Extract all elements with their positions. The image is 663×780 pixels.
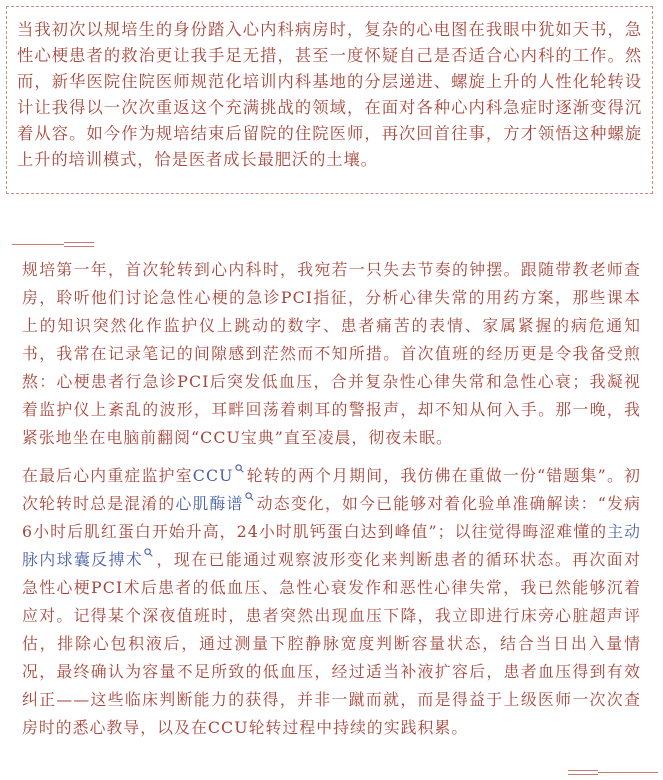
paragraph-first-year: 规培第一年，首次轮转到心内科时，我宛若一只失去节奏的钟摆。跟随带教老师查房，聆听他们讨论急性心梗的急诊PCI指征，分析心律失常的用药方案，那些课本上的知识突然化作监护仪上跳动的数字、患者痛苦的表情、家属紧握的病危通知书，我常在记录笔记的间隙感到茫然而不知所措。首次值班的经历更是令我备受煎熬：心梗患者行急诊PCI后突发低血压，合并复杂性心律失常和急性心衰；我凝视着监护仪上紊乱的波形，耳畔回荡着刺耳的警报声，却不知从何入手。那一晚，我紧张地坐在电脑前翻阅“CCU宝典”直至凌晨，彻夜未眠。: [22, 260, 641, 447]
paragraph-text: 轮转的两个月期间，我仿佛在重做一份“错题集”。初次轮转时总是混淆的: [22, 466, 641, 513]
search-icon[interactable]: [235, 464, 244, 473]
paragraph-ccu-rotation: [22, 462, 641, 742]
section-divider-bottom: [568, 766, 658, 778]
keyword-link-cardiac-enzymes[interactable]: 心肌酶谱: [175, 494, 244, 513]
paragraph-text: ，现在已能通过观察波形变化来判断患者的循环状态。再次面对急性心梗PCI术后患者的低血压、急性心衰发作和恶性心律失常，我已然能够沉着应对。记得某个深夜值班时，患者突然出现血压下降，我立即进行床旁心脏超声评估，排除心包积液后，通过测量下腔静脉宽度判断容量状态，结合当日出入量情况，最终确认为容量不足所致的低血压，经过适当补液扩容后，患者血压得到有效纠正——这些临床判断能力的获得，并非一蹴而就，而是得益于上级医师一次次查房时的悉心教导，以及在CCU轮转过程中持续的实践积累。: [22, 550, 641, 737]
paragraph-text: 动态变化，如今已能够对着化验单准确解读：“发病6小时后肌红蛋白开始升高，24小时肌钙蛋白达到峰值”；以往觉得晦涩难懂的: [22, 494, 642, 541]
intro-paragraph: 当我初次以规培生的身份踏入心内科病房时，复杂的心电图在我眼中犹如天书，急性心梗患者的救治更让我手足无措，甚至一度怀疑自己是否适合心内科的工作。然而，新华医院住院医师规范化培训内科基地的分层递进、螺旋上升的人性化轮转设计让我得以一次次重返这个充满挑战的领域，在面对各种心内科急症时逐渐变得沉着从容。如今作为规培结束后留院的住院医师，再次回首往事，方才领悟这种螺旋上升的培训模式，恰是医者成长最肥沃的土壤。: [17, 20, 642, 169]
keyword-link-iabp[interactable]: 主动脉内球囊反搏术: [22, 522, 642, 569]
paragraph-text: 在最后心内重症监护室: [22, 466, 193, 485]
section-divider-top: [12, 238, 92, 250]
search-icon[interactable]: [144, 548, 153, 557]
keyword-link-ccu[interactable]: CCU: [192, 466, 234, 485]
search-icon[interactable]: [245, 492, 254, 501]
intro-box: [6, 6, 653, 194]
